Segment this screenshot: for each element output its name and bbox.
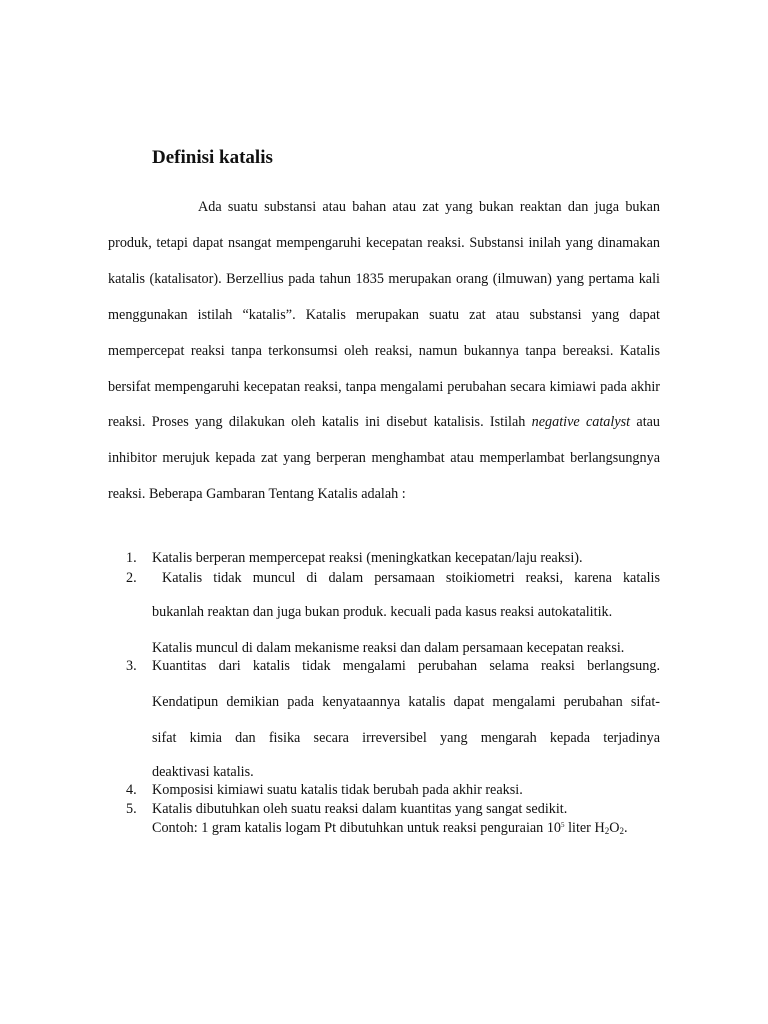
subscript: 2 <box>604 826 610 836</box>
list-item-text: Katalis berperan mempercepat reaksi (meningkatkan kecepatan/laju reaksi). <box>152 550 583 566</box>
list-item-text: Komposisi kimiawi suatu katalis tidak berubah pada akhir reaksi. <box>152 782 523 798</box>
list-number: 4. <box>126 782 137 798</box>
paragraph-italic-term: negative catalyst <box>531 414 631 431</box>
exponent: 5 <box>561 821 565 829</box>
list-number: 2. <box>126 570 137 586</box>
example-text: . <box>623 820 628 836</box>
paragraph-text-2: atau inhibitor merujuk kepada zat yang berperan menghambat atau memperlambat berlangsungnya reaksi. Beberapa Gambaran Tentang Katalis adalah : <box>108 414 661 503</box>
list-item-text: Katalis dibutuhkan oleh suatu reaksi dalam kuantitas yang sangat sedikit. <box>152 801 568 817</box>
list-number: 5. <box>126 801 137 817</box>
example-line <box>152 820 660 837</box>
list-number: 1. <box>126 550 137 566</box>
intro-paragraph <box>108 190 660 513</box>
list-item-text: bukanlah reaktan dan juga bukan produk. kecuali pada kasus reaksi autokatalitik. <box>152 604 613 620</box>
subscript: 2 <box>619 826 624 836</box>
list-item-text: Kendatipun demikian pada kenyataannya katalis dapat mengalami perubahan sifat- <box>152 694 660 710</box>
paragraph-text-1: Ada suatu substansi atau bahan atau zat yang bukan reaktan dan juga bukan produk, tetapi dapat nsangat mempengaruhi kecepatan reaksi. Substansi inilah yang dinamakan katalis (katalisator). Berzellius pada tahun 1835 merupakan orang (ilmuwan) yang pertama kali menggunakan istilah “katalis”. Katalis merupakan suatu zat atau substansi yang dapat mempercepat reaksi tanpa terkonsumsi oleh reaksi, namun bukannya tanpa bereaksi. Katalis bersifat mempengaruhi kecepatan reaksi, tanpa mengalami perubahan secara kimiawi pada akhir reaksi. Proses yang dilakukan oleh katalis ini disebut katalisis. Istilah <box>108 199 660 431</box>
example-text: liter H <box>564 820 605 836</box>
list-item-text: Kuantitas dari katalis tidak mengalami perubahan selama reaksi berlangsung. <box>152 658 660 674</box>
list-item-text: sifat kimia dan fisika secara irreversibel yang mengarah kepada terjadinya <box>152 730 660 746</box>
list-item-text: Katalis muncul di dalam mekanisme reaksi dan dalam persamaan kecepatan reaksi. <box>152 640 625 656</box>
section-heading: Definisi katalis <box>152 147 273 168</box>
list-item-text: deaktivasi katalis. <box>152 764 254 780</box>
list-number: 3. <box>126 658 137 674</box>
example-text: Contoh: 1 gram katalis logam Pt dibutuhkan untuk reaksi penguraian 10 <box>152 820 562 836</box>
list-item-text: Katalis tidak muncul di dalam persamaan stoikiometri reaksi, karena katalis <box>162 570 660 586</box>
example-text: O <box>609 820 620 836</box>
